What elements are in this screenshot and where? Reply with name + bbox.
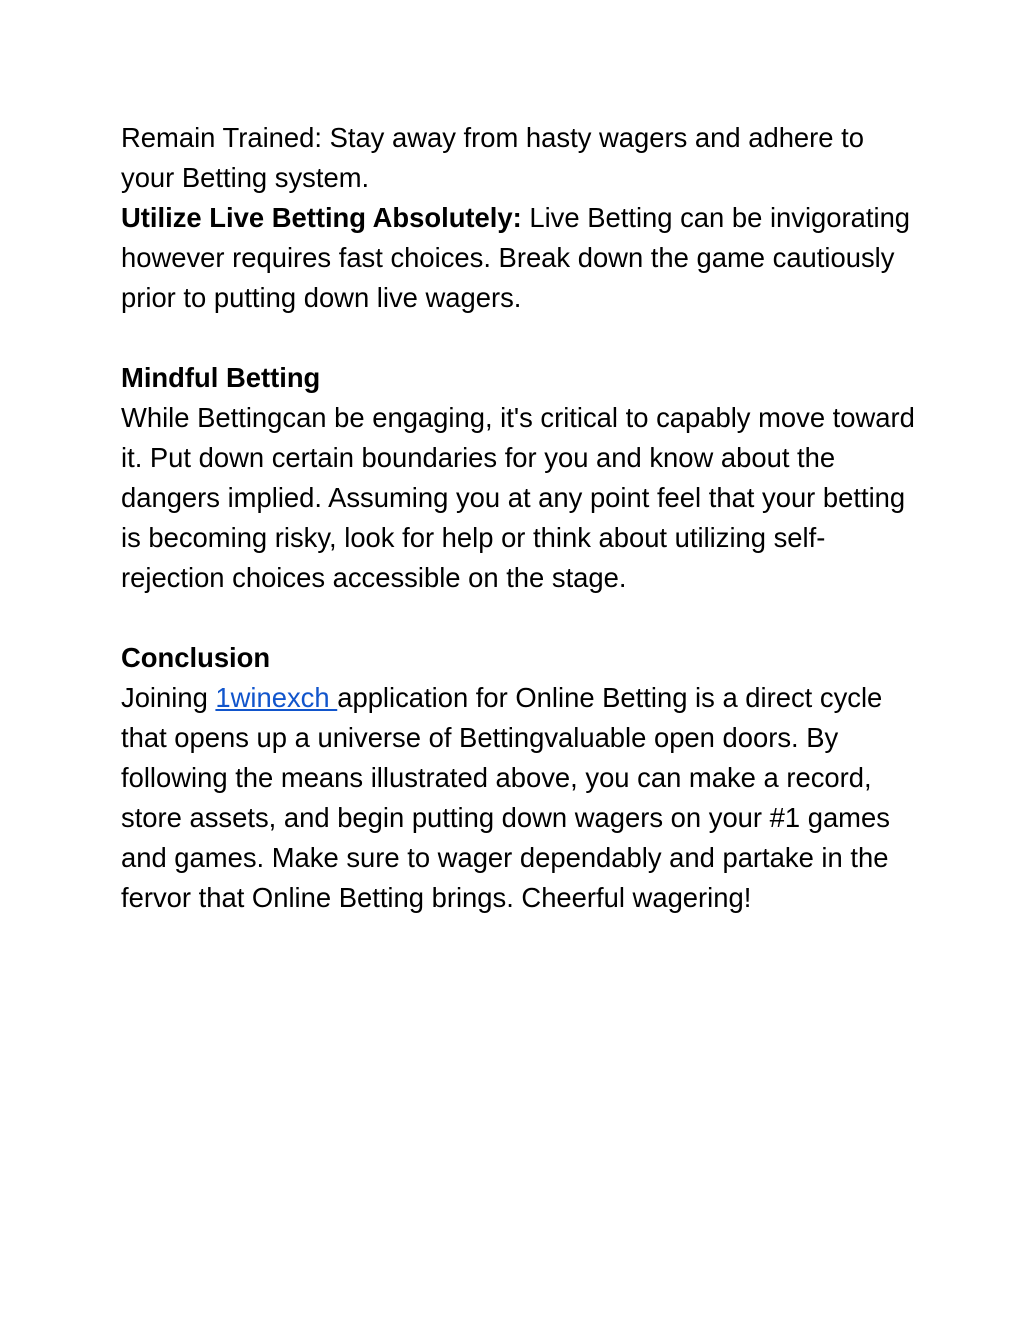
paragraph-mindful-betting: While Bettingcan be engaging, it's critical to capably move toward it. Put down certain boundaries for you and know about the dangers implied. Assuming you at any point feel that your betting is becoming risky, look for help or think about utilizing self-rejection choices accessible on the stage.: [121, 402, 915, 593]
live-betting-body: Live Betting can be invigorating however requires fast choices. Break down the game cautiously prior to putting down live wagers.: [121, 202, 911, 313]
spacer: [121, 318, 921, 358]
paragraph-remain-trained: Remain Trained: Stay away from hasty wagers and adhere to your Betting system.: [121, 122, 864, 193]
paragraph-live-betting: [121, 198, 921, 318]
heading-conclusion: Conclusion: [121, 642, 271, 673]
spacer: [121, 598, 921, 638]
paragraph-conclusion: [121, 678, 921, 918]
1winexch-link[interactable]: 1winexch: [215, 682, 338, 713]
live-betting-lead: Utilize Live Betting Absolutely:: [121, 202, 522, 233]
heading-mindful-betting: Mindful Betting: [121, 362, 321, 393]
conclusion-text-start: Joining: [121, 682, 216, 713]
conclusion-text-rest: application for Online Betting is a direct cycle that opens up a universe of Bettingvaluable open doors. By following the means illustrated above, you can make a record, store assets, and begin putting down wagers on your #1 games and games. Make sure to wager dependably and partake in the fervor that Online Betting brings. Cheerful wagering!: [121, 682, 890, 913]
document-page: [121, 118, 921, 918]
